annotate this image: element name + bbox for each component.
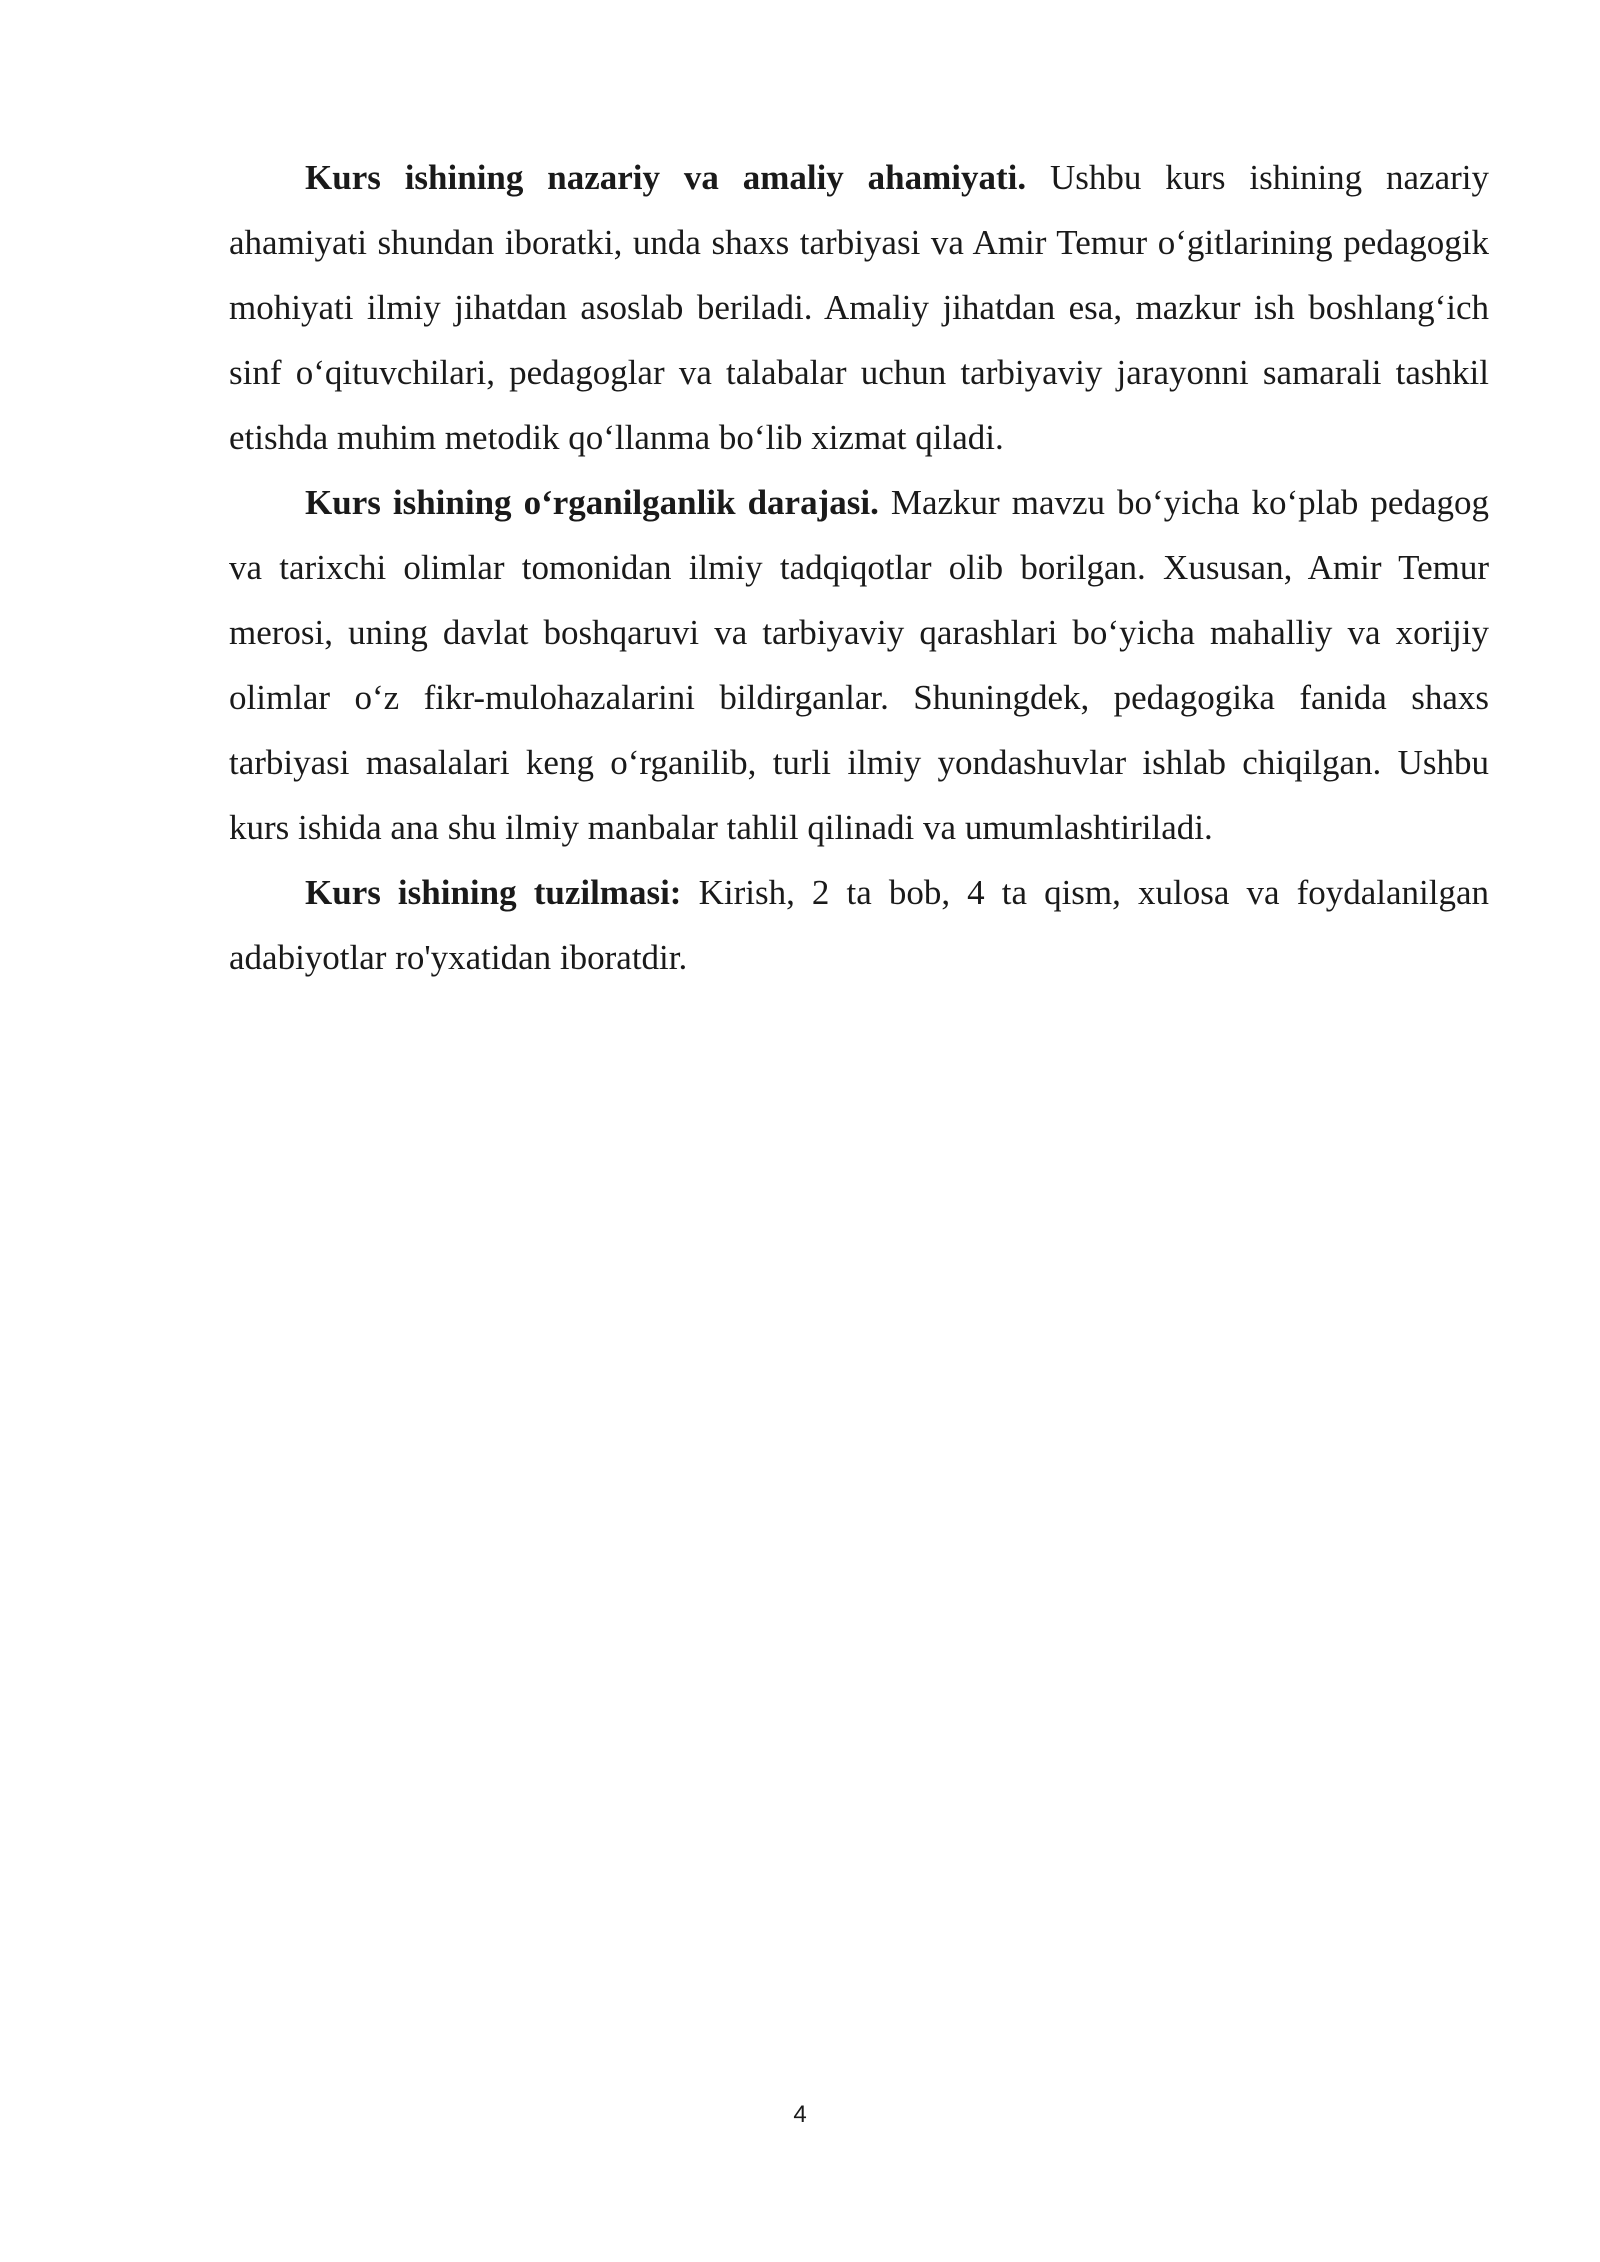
- paragraph-theoretical-practical-significance: [229, 145, 1489, 470]
- paragraph-heading: Kurs ishining tuzilmasi:: [305, 873, 682, 912]
- paragraph-structure: [229, 860, 1489, 990]
- paragraph-text: Ushbu kurs ishining nazariy ahamiyati shundan iboratki, unda shaxs tarbiyasi va Amir Temur o‘gitlarining pedagogik mohiyati ilmiy jihatdan asoslab beriladi. Amaliy jihatdan esa, mazkur ish boshlang‘ich sinf o‘qituvchilari, pedagoglar va talabalar uchun tarbiyaviy jarayonni samarali tashkil etishda muhim metodik qo‘llanma bo‘lib xizmat qiladi.: [229, 158, 1490, 457]
- paragraph-degree-of-study: [229, 470, 1489, 860]
- paragraph-heading: Kurs ishining o‘rganilganlik darajasi.: [305, 483, 879, 522]
- paragraph-text: Mazkur mavzu bo‘yicha ko‘plab pedagog va tarixchi olimlar tomonidan ilmiy tadqiqotlar olib borilgan. Xususan, Amir Temur merosi, uning davlat boshqaruvi va tarbiyaviy qarashlari bo‘yicha mahalliy va xorijiy olimlar o‘z fikr-mulohazalarini bildirganlar. Shuningdek, pedagogika fanida shaxs tarbiyasi masalalari keng o‘rganilib, turli ilmiy yondashuvlar ishlab chiqilgan. Ushbu kurs ishida ana shu ilmiy manbalar tahlil qilinadi va umumlashtiriladi.: [229, 483, 1490, 847]
- paragraph-heading: Kurs ishining nazariy va amaliy ahamiyati.: [305, 158, 1027, 197]
- paragraph-text: Kirish, 2 ta bob, 4 ta qism, xulosa va foydalanilgan adabiyotlar ro'yxatidan iboratdir.: [229, 873, 1490, 977]
- page-number: 4: [793, 2101, 807, 2128]
- document-body: [229, 145, 1489, 990]
